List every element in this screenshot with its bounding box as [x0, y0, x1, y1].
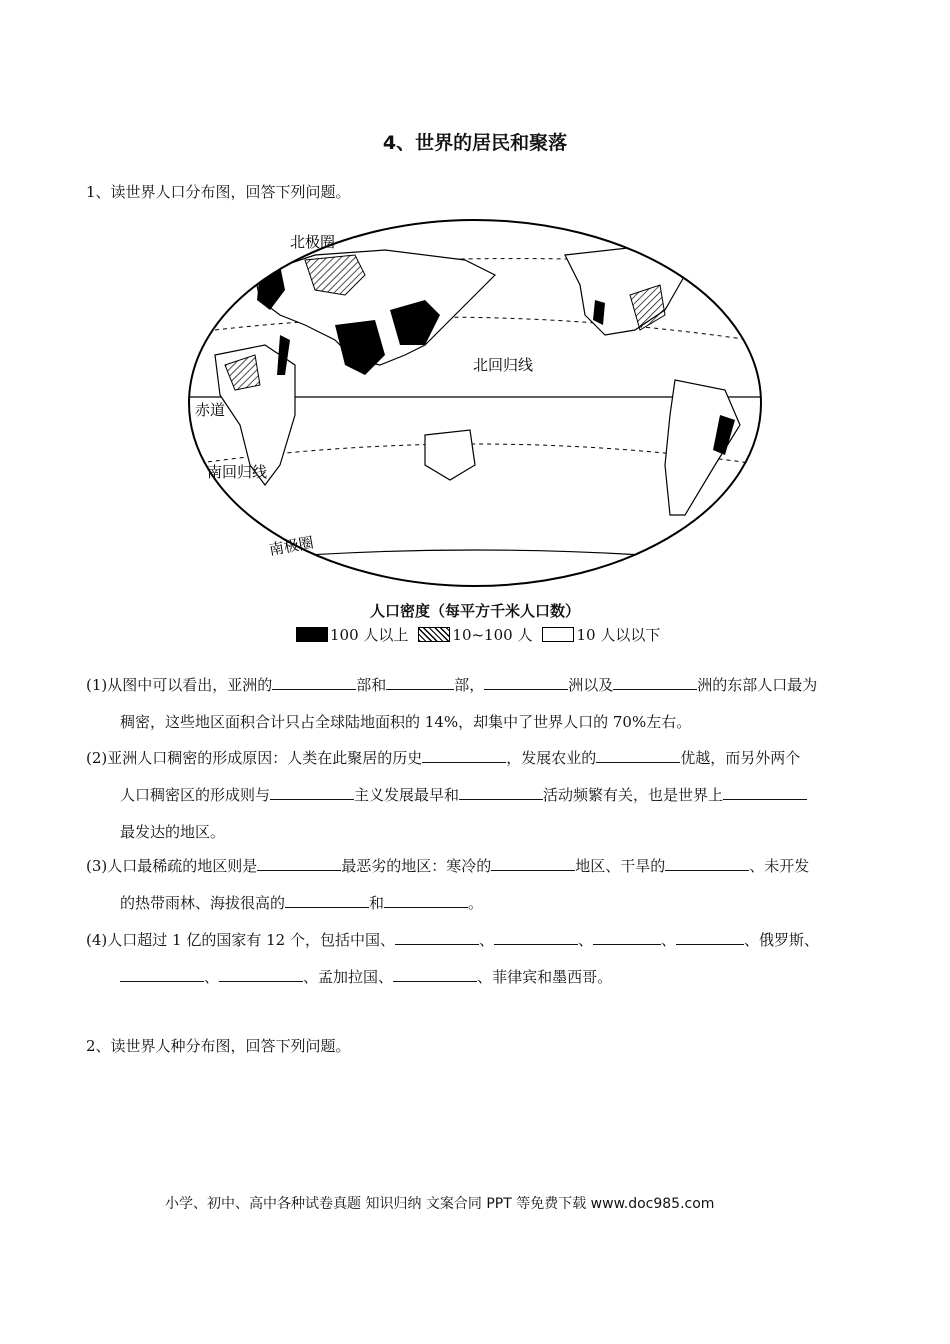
page-title: 4、世界的居民和聚落: [382, 132, 568, 154]
legend-item-medium: 10~100 人: [418, 624, 532, 645]
question-1-part-2: (2)亚洲人口稠密的形成原因：人类在此聚居的历史 ，发展农业的 优越，而另外两个 人口稠密区的形成则与 主义发展最早和 活动频繁有关，也是世界上 最发达的地区。: [86, 740, 866, 851]
answer-blank[interactable]: [665, 856, 749, 871]
answer-blank[interactable]: [395, 930, 479, 945]
answer-blank[interactable]: [459, 785, 543, 800]
north-america-continent: [565, 245, 685, 335]
legend-title: 人口密度（每平方千米人口数）: [369, 602, 580, 620]
answer-blank[interactable]: [384, 893, 468, 908]
answer-blank[interactable]: [491, 856, 575, 871]
answer-blank[interactable]: [270, 785, 354, 800]
answer-blank[interactable]: [613, 675, 697, 690]
legend-item-high: 100 人以上: [296, 624, 408, 645]
south-america-continent: [665, 380, 740, 515]
question-1-part-4: (4)人口超过 1 亿的国家有 12 个，包括中国、 、 、 、 、俄罗斯、 、 、孟加拉国、 、菲律宾和墨西哥。: [86, 931, 820, 986]
white-swatch-icon: [542, 627, 574, 642]
page-footer: 小学、初中、高中各种试卷真题 知识归纳 文案合同 PPT 等免费下载 www.doc985.com: [165, 1196, 715, 1212]
question-1-part-1: (1)从图中可以看出，亚洲的 部和 部， 洲以及 洲的东部人口最为 稠密，这些地区面积合计只占全球陆地面积的 14%，却集中了世界人口的 70%左右。: [86, 676, 818, 731]
question-2-intro: 2、读世界人种分布图，回答下列问题。: [86, 1037, 351, 1055]
question-1-intro: 1、读世界人口分布图，回答下列问题。: [86, 183, 351, 201]
antarctic-circle-label: 南极圈: [267, 533, 316, 559]
answer-blank[interactable]: [393, 967, 477, 982]
answer-blank[interactable]: [120, 967, 204, 982]
legend-item-low: 10 人以以下: [542, 624, 660, 645]
australia-continent: [425, 430, 475, 480]
answer-blank[interactable]: [593, 930, 661, 945]
answer-blank[interactable]: [494, 930, 578, 945]
answer-blank[interactable]: [422, 748, 506, 763]
map-legend: [296, 624, 670, 645]
tropic-of-cancer-label: 北回归线: [473, 356, 534, 374]
answer-blank[interactable]: [484, 675, 568, 690]
answer-blank[interactable]: [386, 675, 454, 690]
answer-blank[interactable]: [596, 748, 680, 763]
tropic-of-capricorn-label: 南回归线: [207, 463, 268, 481]
question-1-part-3: (3)人口最稀疏的地区则是 最恶劣的地区：寒冷的 地区、干旱的 、未开发 的热带雨林、海拔很高的 和 。: [86, 857, 810, 912]
arctic-circle-label: 北极圈: [290, 233, 336, 251]
answer-blank[interactable]: [272, 675, 356, 690]
black-swatch-icon: [296, 627, 328, 642]
equator-label: 赤道: [195, 401, 226, 419]
world-population-map: [185, 215, 765, 595]
answer-blank[interactable]: [257, 856, 341, 871]
answer-blank[interactable]: [285, 893, 369, 908]
answer-blank[interactable]: [676, 930, 744, 945]
answer-blank[interactable]: [219, 967, 303, 982]
answer-blank[interactable]: [723, 785, 807, 800]
hatch-swatch-icon: [418, 627, 450, 642]
